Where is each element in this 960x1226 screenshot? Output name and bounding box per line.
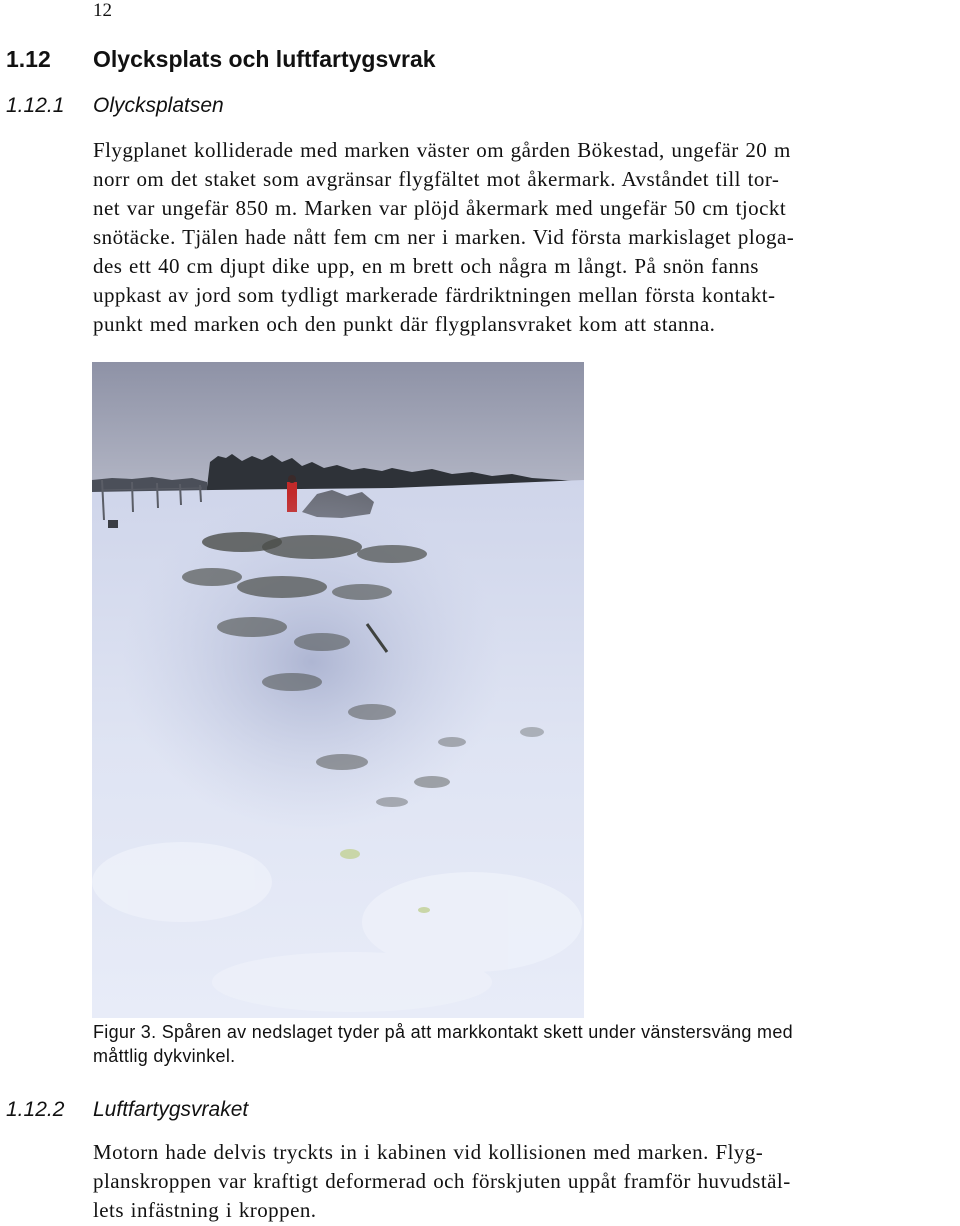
figure-photo-impact-trail [92, 362, 584, 1018]
section-title: Olycksplats och luftfartygsvrak [93, 46, 436, 72]
subsection-number: 1.12.2 [6, 1098, 65, 1121]
snow-field-photo [92, 362, 584, 1018]
subsection-title: Olycksplatsen [93, 94, 224, 117]
paragraph-line: net var ungefär 850 m. Marken var plöjd åkermark med ungefär 50 cm tjockt [93, 196, 787, 220]
paragraph-line: snötäcke. Tjälen hade nått fem cm ner i marken. Vid första markislaget ploga- [93, 225, 795, 249]
paragraph-line: norr om det staket som avgränsar flygfältet mot åkermark. Avståndet till tor- [93, 167, 780, 191]
fence-box [108, 520, 118, 528]
section-heading [6, 44, 436, 74]
subsection-heading-accident-site [6, 92, 224, 120]
caption-line: Figur 3. Spåren av nedslaget tyder på att markkontakt skett under vänstersväng med [93, 1022, 793, 1042]
paragraph-line: punkt med marken och den punkt där flygplansvraket kom att stanna. [93, 312, 716, 336]
figure-caption [93, 1020, 953, 1068]
subsection-heading-wreckage [6, 1096, 248, 1124]
section-number: 1.12 [6, 46, 51, 72]
paragraph-line: Flygplanet kolliderade med marken väster om gården Bökestad, ungefär 20 m [93, 138, 791, 162]
paragraph-line: lets infästning i kroppen. [93, 1198, 317, 1222]
page-number: 12 [93, 0, 112, 21]
paragraph-wreckage [93, 1138, 953, 1225]
paragraph-accident-site [93, 136, 953, 339]
caption-line: måttlig dykvinkel. [93, 1046, 236, 1066]
subsection-number: 1.12.1 [6, 94, 65, 117]
paragraph-line: des ett 40 cm djupt dike upp, en m brett och några m långt. På snön fanns [93, 254, 759, 278]
paragraph-line: uppkast av jord som tydligt markerade färdriktningen mellan första kontakt- [93, 283, 776, 307]
paragraph-line: Motorn hade delvis tryckts in i kabinen vid kollisionen med marken. Flyg- [93, 1140, 764, 1164]
subsection-title: Luftfartygsvraket [93, 1098, 249, 1121]
paragraph-line: planskroppen var kraftigt deformerad och förskjuten uppåt framför huvudstäl- [93, 1169, 791, 1193]
person-head [288, 475, 296, 483]
